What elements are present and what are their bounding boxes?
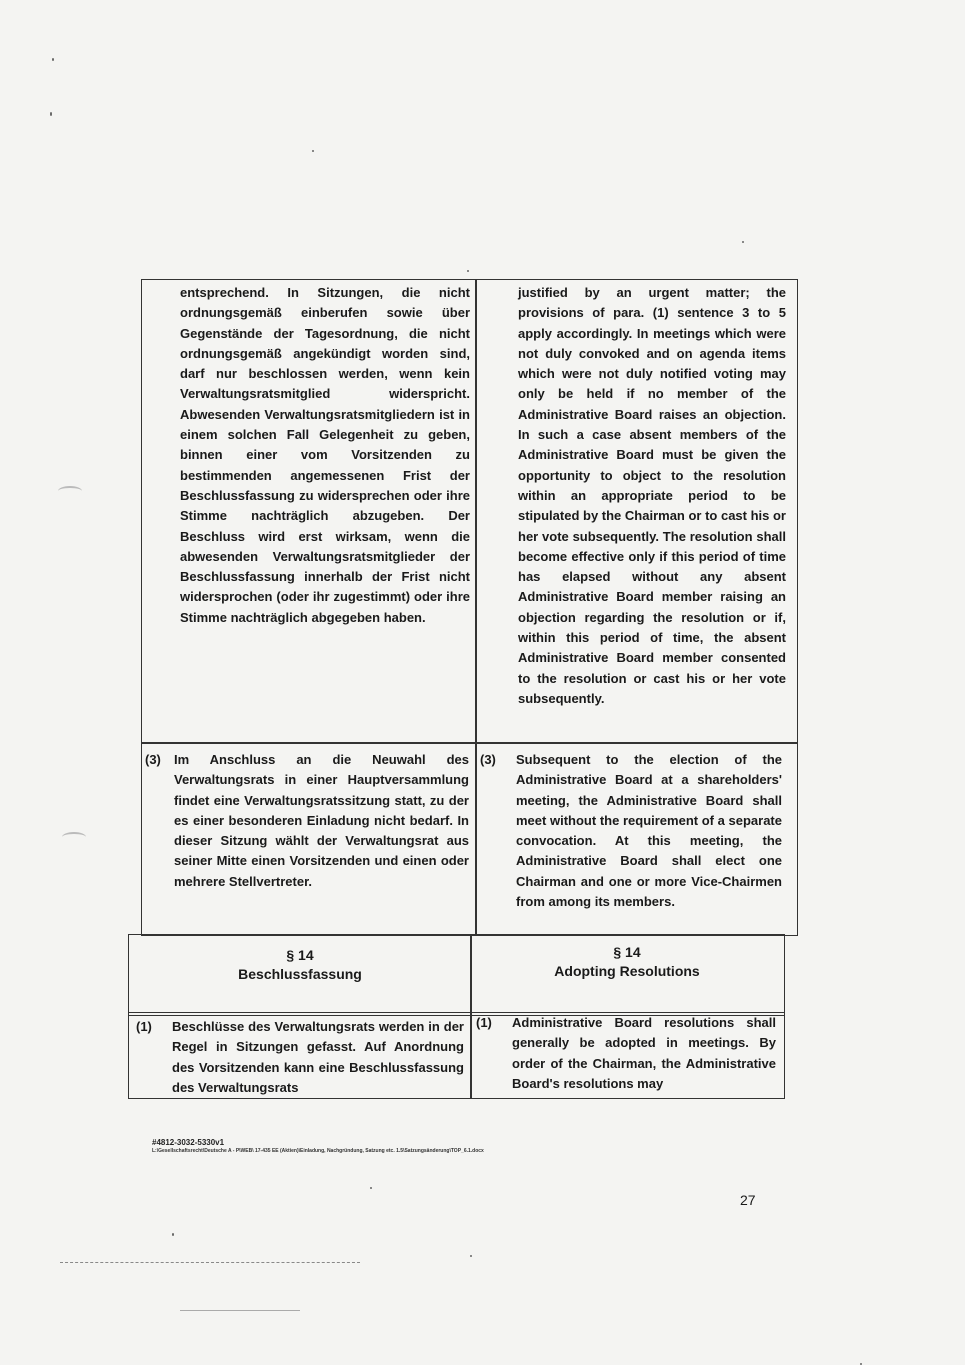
scan-speck [370, 1187, 372, 1189]
scan-smudge [58, 486, 82, 496]
scan-speck [467, 270, 469, 272]
scan-smudge [62, 832, 86, 842]
german-paragraph-continuation: entsprechend. In Sitzungen, die nicht ordnungsgemäß einberufen sowie über Gegenstände der Tagesordnung, die nicht ordnungsgemäß angekündigt worden sind, darf nur beschlossen werden, wenn kein Verwaltungsratsmitglied widerspricht. Abwesenden Verwaltungsratsmitgliedern ist in einem solchen Fall Gelegenheit zu geben, binnen einer vom Vorsitzenden zu bestimmenden angemessenen Frist der Beschlussfassung zu widersprechen oder ihre Stimme nachträglich abzugeben. Der Beschluss wird erst wirksam, wenn die abwesenden Verwaltungsratsmitglieder der Beschlussfassung innerhalb der Frist nicht widersprochen (oder ihr zugestimmt) oder ihre Stimme nachträglich abgegeben haben. [180, 285, 470, 625]
document-reference: #4812-3032-5330v1 [152, 1138, 225, 1147]
scan-speck [50, 112, 52, 116]
section-title-german: Beschlussfassung [238, 966, 362, 982]
scan-speck [312, 150, 314, 152]
english-paragraph-1: Administrative Board resolutions shall generally be adopted in meetings. By order of the Chairman, the Administrative Board's resolutions may [512, 1015, 776, 1091]
scan-speck [742, 241, 744, 243]
german-paragraph-number: (3) [145, 752, 161, 767]
english-paragraph-3: Subsequent to the election of the Administrative Board at a shareholders' meeting, the Administrative Board shall meet without the requirement of a separate convocation. At this meeting, the Administrative Board shall elect one Chairman and one or more Vice-Chairmen from among its members. [516, 752, 782, 910]
german-paragraph-number: (1) [136, 1019, 152, 1034]
scan-artifact-line [60, 1262, 360, 1263]
english-paragraph-number: (3) [480, 752, 496, 767]
column-divider [475, 279, 477, 935]
scan-speck [470, 1255, 472, 1257]
scan-speck [172, 1233, 174, 1236]
row-divider [141, 742, 797, 744]
column-divider [470, 1012, 472, 1098]
scan-artifact-line [180, 1310, 300, 1311]
german-paragraph-3: Im Anschluss an die Neuwahl des Verwaltungsrats in einer Hauptversammlung findet eine Verwaltungsratssitzung statt, zu der es einer besonderen Einladung nicht bedarf. In dieser Sitzung wählt der Verwaltungsrat aus seiner Mitte einen Vorsitzenden und einen oder mehrere Stellvertreter. [174, 752, 469, 889]
section-title-english: Adopting Resolutions [554, 963, 700, 979]
page-number: 27 [740, 1192, 756, 1208]
file-path: L:\Gesellschaftsrecht\Deutsche A - P\WEB\ 17-435 EE (Aktien)\Einladung, Nachgründung, Satzung etc. 1.5\Satzungsänderung\TOP_6.1.docx [152, 1148, 484, 1154]
section-number-english: § 14 [613, 944, 641, 960]
scan-speck [52, 58, 54, 61]
english-paragraph-number: (1) [476, 1015, 492, 1030]
english-paragraph-continuation: justified by an urgent matter; the provisions of para. (1) sentence 3 to 5 apply accordingly. In meetings which were not duly convoked and on agenda items which were not duly notified voting may only be held if no member of the Administrative Board raises an objection. In such a case absent members of the Administrative Board must be given the opportunity to object to the resolution within an appropriate period to be stipulated by the Chairman or to cast his or her vote subsequently. The resolution shall become effective only if this period of time has elapsed without any absent Administrative Board member raising an objection regarding the resolution or if, within this period of time, the absent Administrative Board member consented to the resolution or cast his or her vote subsequently. [518, 285, 786, 706]
section-number-german: § 14 [286, 947, 314, 963]
german-paragraph-1: Beschlüsse des Verwaltungsrats werden in der Regel in Sitzungen gefasst. Auf Anordnung des Vorsitzenden kann eine Beschlussfassung des Verwaltungsrats [172, 1019, 464, 1095]
